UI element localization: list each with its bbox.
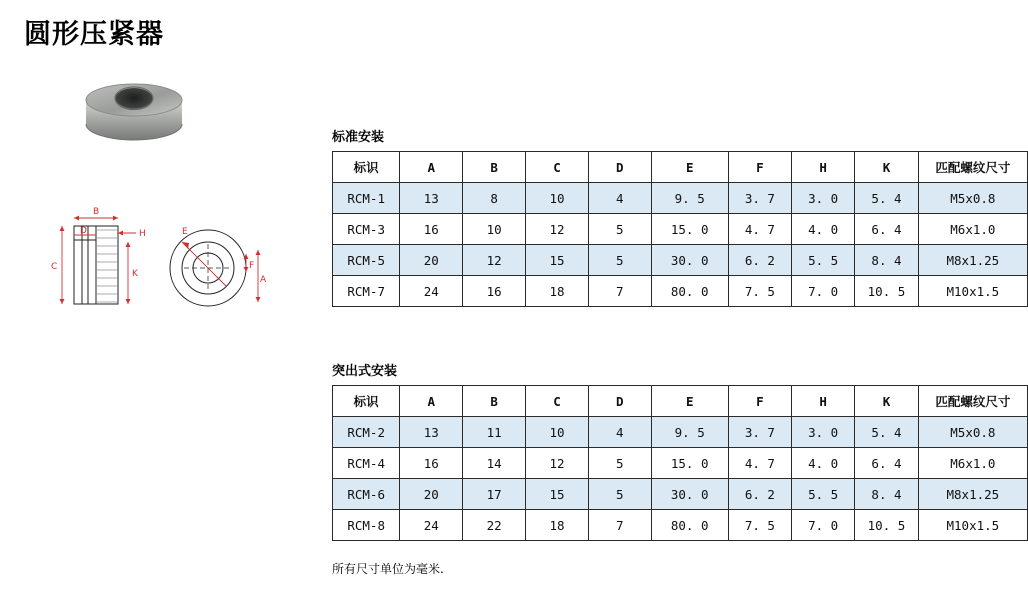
table-block-protruding-mount (332, 360, 1028, 541)
cell-k: 5. 4 (855, 183, 918, 214)
cell-h: 7. 0 (792, 276, 855, 307)
cell-k: 10. 5 (855, 510, 918, 541)
cell-a: 24 (400, 276, 463, 307)
cell-id: RCM-1 (333, 183, 400, 214)
table-row (333, 214, 1028, 245)
svg-text:D: D (80, 226, 87, 236)
col-header-f: F (728, 386, 791, 417)
col-header-h: H (792, 386, 855, 417)
cell-e: 9. 5 (651, 183, 728, 214)
spec-table-protruding-mount (332, 385, 1028, 541)
table-header-row (333, 386, 1028, 417)
cell-f: 3. 7 (728, 417, 791, 448)
cell-id: RCM-7 (333, 276, 400, 307)
cell-thread: M6x1.0 (918, 214, 1027, 245)
table-label-protruding-mount: 突出式安装 (332, 364, 398, 379)
col-header-a: A (400, 152, 463, 183)
cell-e: 80. 0 (651, 510, 728, 541)
svg-text:A: A (260, 275, 266, 285)
table-row (333, 479, 1028, 510)
cell-b: 8 (463, 183, 526, 214)
cell-a: 16 (400, 448, 463, 479)
cell-thread: M10x1.5 (918, 510, 1027, 541)
svg-text:C: C (51, 262, 58, 272)
svg-text:E: E (182, 227, 188, 237)
table-row (333, 510, 1028, 541)
cell-b: 16 (463, 276, 526, 307)
cell-f: 4. 7 (728, 448, 791, 479)
col-header-id: 标识 (333, 152, 400, 183)
cell-f: 7. 5 (728, 276, 791, 307)
cell-e: 30. 0 (651, 479, 728, 510)
cell-f: 6. 2 (728, 245, 791, 276)
col-header-thread: 匹配螺纹尺寸 (918, 152, 1027, 183)
col-header-k: K (855, 152, 918, 183)
col-header-thread: 匹配螺纹尺寸 (918, 386, 1027, 417)
col-header-e: E (651, 386, 728, 417)
cell-c: 18 (526, 510, 589, 541)
svg-text:B: B (93, 207, 100, 217)
cell-b: 10 (463, 214, 526, 245)
col-header-b: B (463, 152, 526, 183)
table-label-standard-mount: 标准安装 (332, 130, 385, 145)
product-photo (74, 74, 194, 154)
cell-a: 24 (400, 510, 463, 541)
cell-k: 6. 4 (855, 214, 918, 245)
cell-d: 5 (588, 448, 651, 479)
cell-e: 9. 5 (651, 417, 728, 448)
cell-thread: M6x1.0 (918, 448, 1027, 479)
cell-e: 30. 0 (651, 245, 728, 276)
cell-h: 5. 5 (792, 245, 855, 276)
cell-d: 4 (588, 417, 651, 448)
cell-thread: M10x1.5 (918, 276, 1027, 307)
cell-a: 20 (400, 245, 463, 276)
cell-e: 15. 0 (651, 214, 728, 245)
cell-thread: M5x0.8 (918, 183, 1027, 214)
col-header-d: D (588, 152, 651, 183)
table-block-standard-mount (332, 126, 1028, 307)
col-header-k: K (855, 386, 918, 417)
col-header-c: C (526, 152, 589, 183)
cell-id: RCM-4 (333, 448, 400, 479)
cell-c: 12 (526, 214, 589, 245)
cell-d: 7 (588, 276, 651, 307)
cell-a: 13 (400, 417, 463, 448)
cell-h: 7. 0 (792, 510, 855, 541)
cell-f: 7. 5 (728, 510, 791, 541)
cell-e: 15. 0 (651, 448, 728, 479)
col-header-f: F (728, 152, 791, 183)
cell-id: RCM-8 (333, 510, 400, 541)
technical-drawings (36, 190, 266, 330)
table-row (333, 183, 1028, 214)
table-row (333, 276, 1028, 307)
cell-d: 5 (588, 479, 651, 510)
col-header-e: E (651, 152, 728, 183)
cell-b: 14 (463, 448, 526, 479)
cell-f: 4. 7 (728, 214, 791, 245)
cell-a: 16 (400, 214, 463, 245)
cell-k: 6. 4 (855, 448, 918, 479)
table-row (333, 245, 1028, 276)
col-header-c: C (526, 386, 589, 417)
cell-thread: M5x0.8 (918, 417, 1027, 448)
cell-b: 11 (463, 417, 526, 448)
table-header-row (333, 152, 1028, 183)
cell-id: RCM-5 (333, 245, 400, 276)
spec-table-standard-mount (332, 151, 1028, 307)
cell-d: 5 (588, 214, 651, 245)
cell-k: 10. 5 (855, 276, 918, 307)
cell-f: 6. 2 (728, 479, 791, 510)
units-footnote: 所有尺寸单位为毫米. (332, 562, 444, 576)
cell-a: 13 (400, 183, 463, 214)
cell-h: 4. 0 (792, 214, 855, 245)
cell-k: 5. 4 (855, 417, 918, 448)
cell-c: 12 (526, 448, 589, 479)
cell-h: 5. 5 (792, 479, 855, 510)
col-header-a: A (400, 386, 463, 417)
cell-f: 3. 7 (728, 183, 791, 214)
cell-c: 15 (526, 245, 589, 276)
cell-id: RCM-2 (333, 417, 400, 448)
cell-c: 15 (526, 479, 589, 510)
cell-c: 18 (526, 276, 589, 307)
cell-id: RCM-3 (333, 214, 400, 245)
table-row (333, 417, 1028, 448)
cell-b: 17 (463, 479, 526, 510)
cell-c: 10 (526, 183, 589, 214)
cell-h: 3. 0 (792, 417, 855, 448)
col-header-d: D (588, 386, 651, 417)
page-title: 圆形压紧器 (24, 19, 164, 50)
svg-text:H: H (139, 229, 146, 239)
cell-h: 3. 0 (792, 183, 855, 214)
cell-d: 4 (588, 183, 651, 214)
col-header-b: B (463, 386, 526, 417)
cell-thread: M8x1.25 (918, 245, 1027, 276)
svg-text:F: F (249, 261, 255, 271)
cell-id: RCM-6 (333, 479, 400, 510)
cell-k: 8. 4 (855, 245, 918, 276)
cell-a: 20 (400, 479, 463, 510)
cell-thread: M8x1.25 (918, 479, 1027, 510)
col-header-h: H (792, 152, 855, 183)
table-row (333, 448, 1028, 479)
cell-k: 8. 4 (855, 479, 918, 510)
cell-d: 5 (588, 245, 651, 276)
cell-b: 22 (463, 510, 526, 541)
svg-text:K: K (132, 269, 138, 279)
cell-h: 4. 0 (792, 448, 855, 479)
col-header-id: 标识 (333, 386, 400, 417)
cell-c: 10 (526, 417, 589, 448)
cell-b: 12 (463, 245, 526, 276)
cell-d: 7 (588, 510, 651, 541)
cell-e: 80. 0 (651, 276, 728, 307)
